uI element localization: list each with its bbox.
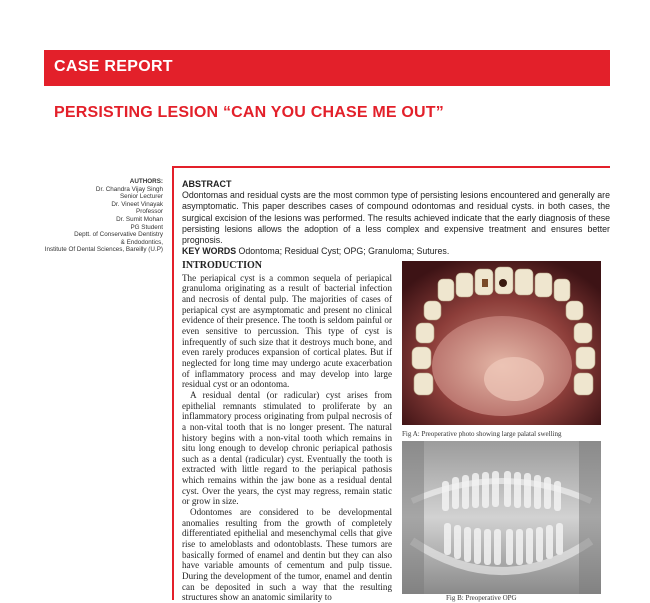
authors-block <box>23 178 163 254</box>
authors-heading: AUTHORS: <box>129 178 163 185</box>
body-paragraph: A residual dental (or radicular) cyst arises from epithelial remnants stimulated to proliferate by an inflammatory process originating from pulpal necrosis of a non-vital tooth that is no longer present. The natural history begins with a non-vital tooth which remains in situ long enough to develop chronic periapical pathosis such as a dental (radicular) cyst. Eventually the tooth is extracted with little regard to the periapical pathosis which remains within the jaw bone as a residual dental cyst. Over the years, the cyst may regress, remain static or grow in size. <box>182 389 392 507</box>
author-line: & Endodontics, <box>120 238 163 246</box>
figure-a-caption: Fig A: Preoperative photo showing large palatal swelling <box>402 430 562 438</box>
author-line: Institute Of Dental Sciences, Bareilly (U.P) <box>44 246 163 254</box>
introduction-section <box>182 261 392 603</box>
author-line: Professor <box>136 208 163 216</box>
opg-radiograph-image <box>402 441 601 594</box>
figure-b-photo <box>402 441 601 594</box>
keywords-line <box>182 246 610 257</box>
section-banner <box>44 50 610 86</box>
section-label: CASE REPORT <box>54 58 173 75</box>
body-paragraph: Odontomes are considered to be developmental anomalies resulting from the growth of completely differentiated epithelial and mesenchymal cells that give rise to ameloblasts and odontoblasts. These tumors are basically formed of enamel and dentin but they can also have variable amounts of cementum and pulp tissue. During the development of the tumor, enamel and dentin can be deposited in such a way that the resulting structures show an anatomic similarity to <box>182 507 392 603</box>
figure-a-photo <box>402 261 601 425</box>
abstract-section <box>182 179 610 257</box>
introduction-heading: INTRODUCTION <box>182 260 263 271</box>
body-paragraph: The periapical cyst is a common sequela of periapical granuloma originating as a result of bacterial infection and necrosis of dental pulp. The majorities of cases of periapical cyst are asymptomatic and present no clinical evidence of their presence. The tooth is seldom painful or even sensitive to percussion. This type of cyst is infrequently of such size that it destroys much bone, and even rarely produces expansion of cortical plates. But if neglected for long time may undergo acute exacerbation of inflammatory process and may develop into large residual cyst or an odontoma. <box>182 272 392 390</box>
palatal-swelling-image <box>402 261 601 425</box>
divider-horizontal <box>172 166 610 168</box>
author-line: PG Student <box>130 223 163 231</box>
author-line: Deptt. of Conservative Dentistry <box>74 231 163 239</box>
author-line: Senior Lecturer <box>119 193 163 201</box>
author-line: Dr. Chandra Vijay Singh <box>95 185 163 193</box>
abstract-heading: ABSTRACT <box>182 179 232 189</box>
article-title: PERSISTING LESION “CAN YOU CHASE ME OUT” <box>54 104 444 121</box>
divider-vertical <box>172 166 174 600</box>
keywords-label: KEY WORDS <box>182 246 237 257</box>
figure-b-caption: Fig B: Preoperative OPG <box>446 594 517 602</box>
abstract-text: Odontomas and residual cysts are the most common type of persisting lesions encountered and generally are asymptomatic. This paper describes cases of compound odontomas and residual cysts. in both cases, the surgical excision of the lesions was performed. The results achieved indicate that the early diagnosis of these persisting lesions allows the adoption of a less complex and expensive treatment and ensures better prognosis. <box>182 190 610 246</box>
keywords-text: Odontoma; Residual Cyst; OPG; Granuloma; Sutures. <box>238 246 450 257</box>
author-line: Dr. Sumit Mohan <box>116 215 163 223</box>
author-line: Dr. Vineet Vinayak <box>111 200 163 208</box>
